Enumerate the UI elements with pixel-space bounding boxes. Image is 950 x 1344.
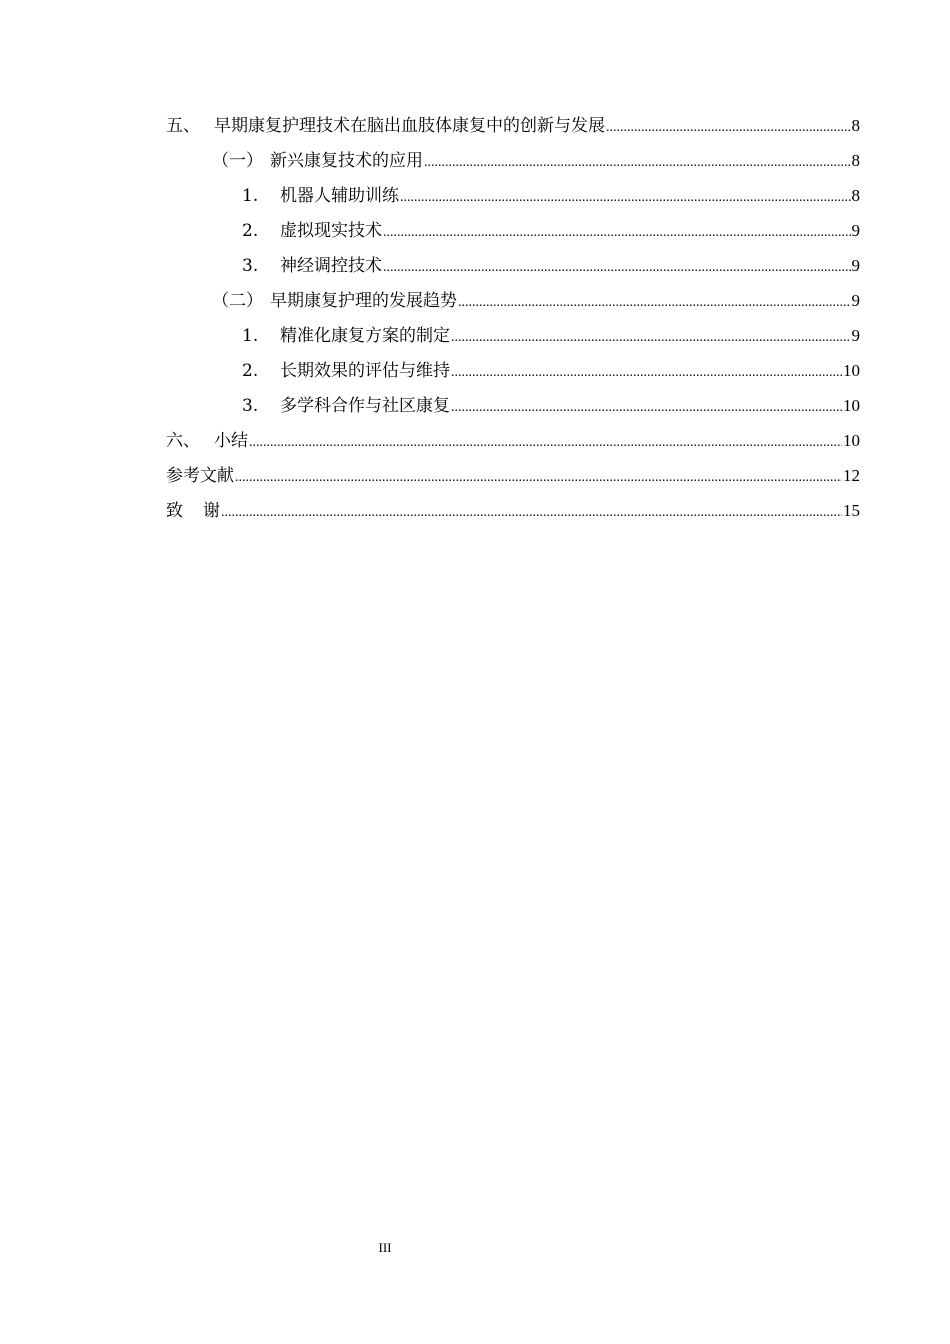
toc-entry[interactable]: [166, 143, 860, 178]
toc-entry-title: 新兴康复技术的应用: [270, 151, 423, 171]
toc-dot-leader: [383, 250, 851, 285]
toc-entry-title: 精准化康复方案的制定: [280, 326, 450, 346]
toc-entry[interactable]: [166, 458, 860, 493]
toc-entry-page: 9: [851, 256, 860, 275]
toc-entry[interactable]: [166, 423, 860, 458]
toc-entry-page: 10: [843, 396, 860, 415]
toc-dot-leader: [606, 110, 851, 145]
toc-dot-leader: [451, 355, 842, 390]
toc-dot-leader: [451, 390, 842, 425]
toc-dot-leader: [249, 425, 842, 460]
toc-entry-title: 小结: [214, 431, 248, 451]
toc-entry-title: 早期康复护理技术在脑出血肢体康复中的创新与发展: [214, 116, 605, 136]
toc-entry[interactable]: [166, 213, 860, 248]
toc-entry[interactable]: [166, 353, 860, 388]
toc-entry[interactable]: [166, 493, 860, 528]
toc-entry-title: 虚拟现实技术: [280, 221, 382, 241]
toc-entry-page: 8: [851, 151, 860, 170]
toc-entry-title: 早期康复护理的发展趋势: [270, 291, 457, 311]
page-footer: [0, 1240, 770, 1256]
toc-entry-page: 10: [843, 431, 860, 450]
toc-entry-page: 10: [843, 361, 860, 380]
toc-entry-page: 9: [851, 291, 860, 310]
toc-dot-leader: [424, 145, 851, 180]
toc-entry-page: 9: [851, 326, 860, 345]
toc-entry[interactable]: [166, 108, 860, 143]
toc-entry-page: 9: [851, 221, 860, 240]
toc-dot-leader: [221, 495, 842, 530]
toc-entry[interactable]: [166, 283, 860, 318]
toc-entry-number: 2.: [242, 221, 259, 241]
toc-entry-title: 参考文献: [166, 466, 234, 486]
toc-entry-title: 机器人辅助训练: [280, 186, 399, 206]
toc-entry[interactable]: [166, 248, 860, 283]
toc-entry[interactable]: [166, 388, 860, 423]
toc-entry-number: （一）: [212, 151, 263, 171]
toc-entry-number: 3.: [242, 256, 259, 276]
toc-entry[interactable]: [166, 318, 860, 353]
toc-entry-page: 15: [843, 501, 860, 520]
toc-entry-number: 2.: [242, 361, 259, 381]
toc-entry-title: 致谢: [166, 501, 240, 521]
page-number-label: III: [378, 1240, 392, 1255]
toc-entry-number: 3.: [242, 396, 259, 416]
toc-entry-page: 8: [851, 186, 860, 205]
toc-entry-number: 六、: [166, 431, 200, 451]
toc-entry-number: 1.: [242, 326, 259, 346]
toc-dot-leader: [235, 460, 842, 495]
table-of-contents: [166, 108, 860, 528]
toc-entry-number: （二）: [212, 291, 263, 311]
toc-entry-title: 神经调控技术: [280, 256, 382, 276]
toc-dot-leader: [383, 215, 851, 250]
toc-entry-page: 12: [843, 466, 860, 485]
toc-dot-leader: [400, 180, 851, 215]
toc-entry-title: 多学科合作与社区康复: [280, 396, 450, 416]
toc-entry[interactable]: [166, 178, 860, 213]
toc-dot-leader: [458, 285, 851, 320]
toc-entry-number: 五、: [166, 116, 200, 136]
toc-entry-number: 1.: [242, 186, 259, 206]
toc-entry-title: 长期效果的评估与维持: [280, 361, 450, 381]
toc-dot-leader: [451, 320, 851, 355]
toc-entry-page: 8: [851, 116, 860, 135]
